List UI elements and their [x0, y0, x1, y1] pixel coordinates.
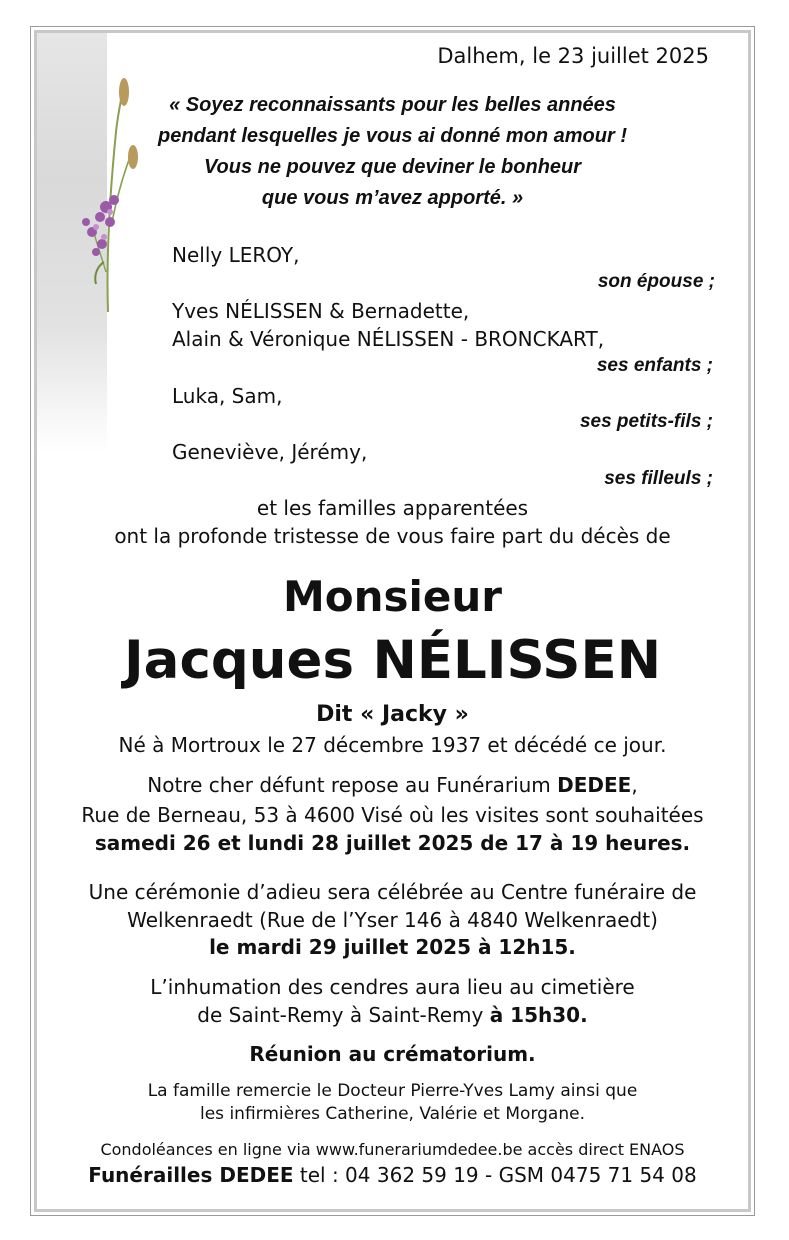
deceased-title: Monsieur	[282, 572, 503, 621]
burial-line-2	[37, 1003, 748, 1027]
condolences-line: Condoléances en ligne via www.funerariumdedee.be accès direct ENAOS	[100, 1140, 685, 1159]
announcement-line: ont la profonde tristesse de vous faire part du décès de	[114, 524, 671, 548]
company-name: Funérailles DEDEE	[88, 1163, 294, 1187]
ceremony-date: le mardi 29 juillet 2025 à 12h15.	[209, 935, 576, 959]
visit-line-1	[37, 773, 748, 797]
quote-line: que vous m’avez apporté. »	[261, 187, 524, 209]
ceremony-line-1: Une cérémonie d’adieu sera célébrée au Centre funéraire de	[88, 880, 697, 904]
memorial-quote	[37, 90, 748, 214]
phone-numbers: tel : 04 362 59 19 - GSM 0475 71 54 08	[293, 1163, 697, 1187]
visit-text: Notre cher défunt repose au Funérarium	[147, 773, 558, 797]
spouse-role: son épouse ;	[597, 271, 715, 292]
visit-punct: ,	[631, 773, 638, 797]
quote-line: pendant lesquelles je vous ai donné mon amour !	[158, 125, 627, 147]
visit-line-2: Rue de Berneau, 53 à 4600 Visé où les visites sont souhaitées	[81, 803, 704, 827]
godchildren-names: Geneviève, Jérémy,	[172, 440, 368, 464]
child-name: Yves NÉLISSEN & Bernadette,	[172, 299, 470, 323]
visit-dates: samedi 26 et lundi 28 juillet 2025 de 17 à 19 heures.	[94, 831, 691, 855]
contact-line	[37, 1163, 748, 1187]
burial-line-1: L’inhumation des cendres aura lieu au cimetière	[150, 975, 635, 999]
announcement-date: Dalhem, le 23 juillet 2025	[437, 44, 709, 68]
child-name: Alain & Véronique NÉLISSEN - BRONCKART,	[172, 327, 605, 351]
deceased-name: Jacques NÉLISSEN	[123, 630, 662, 691]
burial-time: à 15h30.	[489, 1003, 588, 1027]
thanks-line: les infirmières Catherine, Valérie et Morgane.	[200, 1104, 585, 1124]
ceremony-line-2: Welkenraedt (Rue de l’Yser 146 à 4840 Welkenraedt)	[127, 908, 658, 932]
grandsons-role: ses petits-fils ;	[579, 411, 713, 432]
relatives-line: et les familles apparentées	[256, 496, 529, 520]
spouse-name: Nelly LEROY,	[172, 243, 300, 267]
grandsons-names: Luka, Sam,	[172, 384, 283, 408]
funeral-home-name: DEDEE	[557, 773, 632, 797]
children-role: ses enfants ;	[596, 355, 713, 376]
burial-place: de Saint-Remy à Saint-Remy	[197, 1003, 490, 1027]
godchildren-role: ses filleuls ;	[604, 468, 713, 489]
meeting-line: Réunion au crématorium.	[249, 1042, 536, 1066]
quote-line: Vous ne pouvez que deviner le bonheur	[203, 156, 582, 178]
deceased-nickname: Dit « Jacky »	[316, 702, 469, 727]
quote-line: « Soyez reconnaissants pour les belles années	[169, 94, 616, 116]
birth-death-line: Né à Mortroux le 27 décembre 1937 et décédé ce jour.	[118, 733, 667, 757]
thanks-line: La famille remercie le Docteur Pierre-Yves Lamy ainsi que	[147, 1081, 638, 1101]
